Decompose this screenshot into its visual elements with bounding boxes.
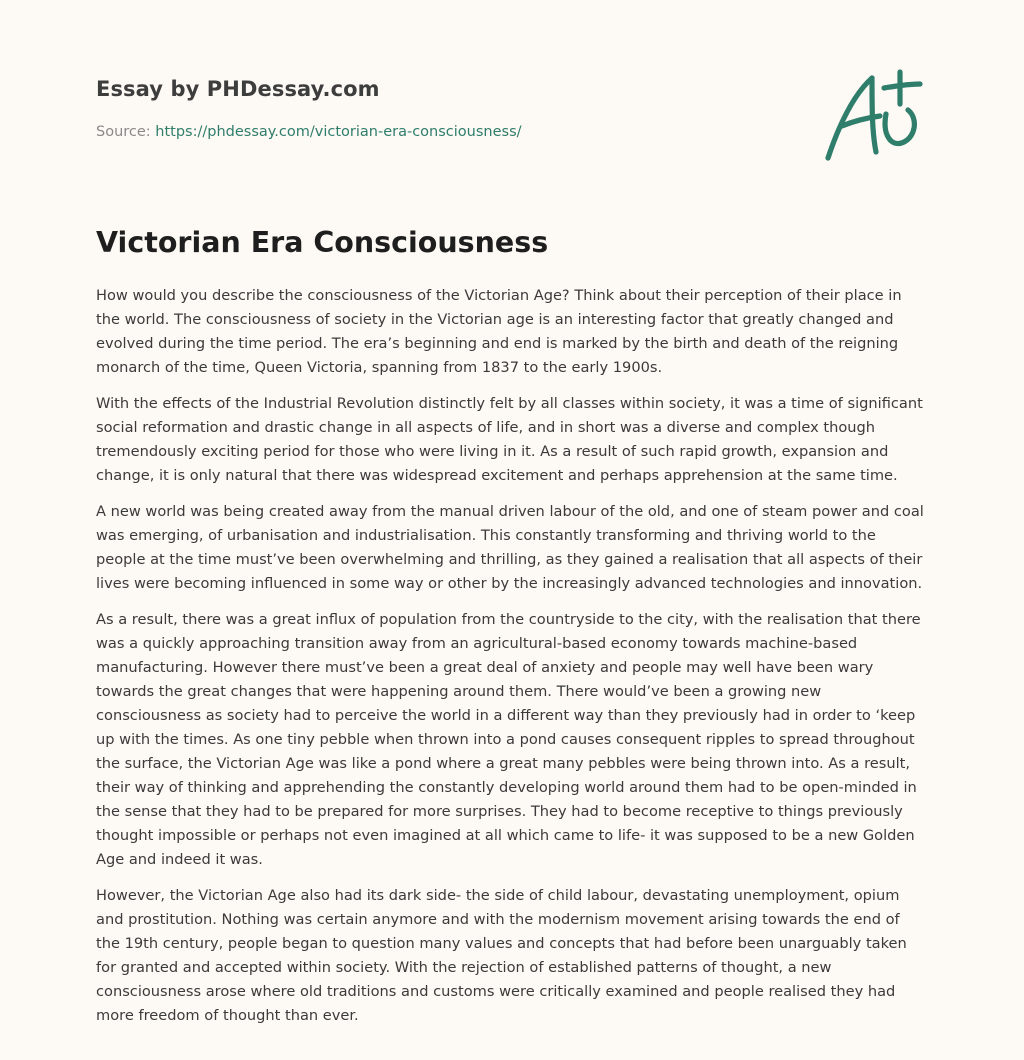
site-brand: Essay by PHDessay.com [96,77,380,101]
source-line [96,124,522,140]
essay-paragraph: How would you describe the consciousness of the Victorian Age? Think about their perception of their place in the world. The consciousness of society in the Victorian age is an interesting factor that greatly changed and evolved during the time period. The era’s beginning and end is marked by the birth and death of the reigning monarch of the time, Queen Victoria, spanning from 1837 to the early 1900s. [96,287,902,376]
essay-title: Victorian Era Consciousness [96,226,549,259]
a-plus-logo-icon [822,66,926,166]
essay-body [96,284,928,1040]
essay-paragraph: However, the Victorian Age also had its dark side- the side of child labour, devastating unemployment, opium and prostitution. Nothing was certain anymore and with the modernism movement arising towards the end of the 19th century, people began to question many values and concepts that had before been unarguably taken for granted and accepted within society. With the rejection of established patterns of thought, a new consciousness arose where old traditions and customs were critically examined and people realised they had more freedom of thought than ever. [96,887,907,1024]
essay-paragraph: A new world was being created away from the manual driven labour of the old, and one of steam power and coal was emerging, of urbanisation and industrialisation. This constantly transforming and thriving world to the people at the time must’ve been overwhelming and thrilling, as they gained a realisation that all aspects of their lives were becoming influenced in some way or other by the increasingly advanced technologies and innovation. [96,503,924,592]
essay-paragraph: As a result, there was a great influx of population from the countryside to the city, with the realisation that there was a quickly approaching transition away from an agricultural-based economy towards machine-based manufacturing. However there must’ve been a great deal of anxiety and people may well have been wary towards the great changes that were happening around them. There would’ve been a growing new consciousness as society had to perceive the world in a different way than they previously had in order to ‘keep up with the times. As one tiny pebble when thrown into a pond causes consequent ripples to spread throughout the surface, the Victorian Age was like a pond where a great many pebbles were being thrown into. As a result, their way of thinking and apprehending the constantly developing world around them had to be open-minded in the sense that they had to be prepared for more surprises. They had to become receptive to things previously thought impossible or perhaps not even imagined at all which came to life- it was supposed to be a new Golden Age and indeed it was. [96,611,921,868]
essay-paragraph: With the effects of the Industrial Revolution distinctly felt by all classes within society, it was a time of significant social reformation and drastic change in all aspects of life, and in short was a diverse and complex though tremendously exciting period for those who were living in it. As a result of such rapid growth, expansion and change, it is only natural that there was widespread excitement and perhaps apprehension at the same time. [96,395,923,484]
source-link[interactable]: https://phdessay.com/victorian-era-consciousness/ [155,124,522,140]
source-label: Source: [96,124,156,140]
